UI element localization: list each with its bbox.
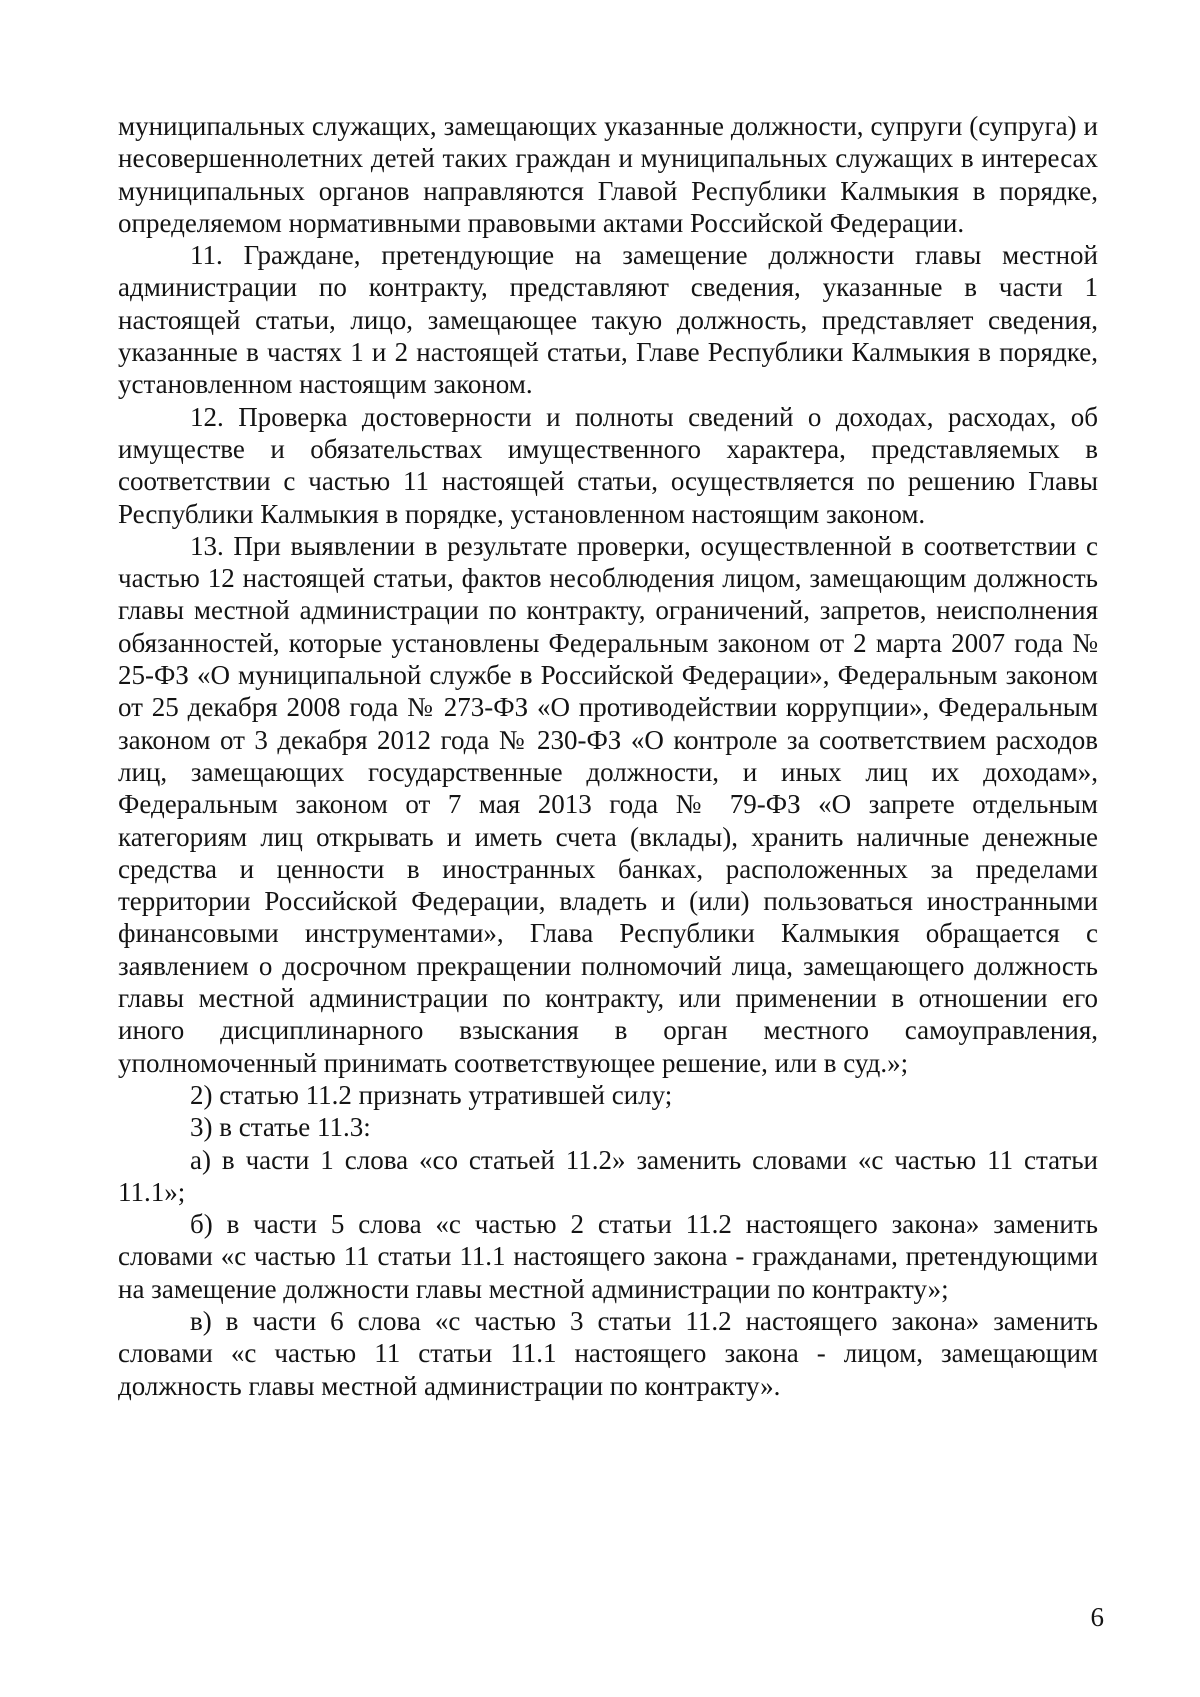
paragraph-part-11: 11. Граждане, претендующие на замещение должности главы местной администрации по контракту, представляют сведения, указанные в части 1 настоящей статьи, лицо, замещающее такую должность, представляет сведения, указанные в частях 1 и 2 настоящей статьи, Главе Республики Калмыкия в порядке, установленном настоящим законом. [118, 240, 1098, 400]
paragraph-part-13: 13. При выявлении в результате проверки, осуществленной в соответствии с частью 12 настоящей статьи, фактов несоблюдения лицом, замещающим должность главы местной администрации по контракту, ограничений, запретов, неисполнения обязанностей, которые установлены Федеральным законом от 2 марта 2007 года № 25-ФЗ «О муниципальной службе в Российской Федерации», Федеральным законом от 25 декабря 2008 года № 273-ФЗ «О противодействии коррупции», Федеральным законом от 3 декабря 2012 года № 230-ФЗ «О контроле за соответствием расходов лиц, замещающих государственные должности, и иных лиц их доходам», Федеральным законом от 7 мая 2013 года № 79-ФЗ «О запрете отдельным категориям лиц открывать и иметь счета (вклады), хранить наличные денежные средства и ценности в иностранных банках, расположенных за пределами территории Российской Федерации, владеть и (или) пользоваться иностранными финансовыми инструментами», Глава Республики Калмыкия обращается с заявлением о досрочном прекращении полномочий лица, замещающего должность главы местной администрации по контракту, или применении в отношении его иного дисциплинарного взыскания в орган местного самоуправления, уполномоченный принимать соответствующее решение, или в суд.»; [118, 530, 1098, 1078]
paragraph-item-3: 3) в статье 11.3: [190, 1112, 371, 1143]
paragraph-item-3v: в) в части 6 слова «с частью 3 статьи 11.2 настоящего закона» заменить словами «с частью 11 статьи 11.1 настоящего закона - лицом, замещающим должность главы местной администрации по контракту». [118, 1305, 1098, 1401]
paragraph-continuation: муниципальных служащих, замещающих указанные должности, супруги (супруга) и несовершеннолетних детей таких граждан и муниципальных служащих в интересах муниципальных органов направляются Главой Республики Калмыкия в порядке, определяемом нормативными правовыми актами Российской Федерации. [118, 111, 1098, 238]
paragraph-item-3a: а) в части 1 слова «со статьей 11.2» заменить словами «с частью 11 статьи 11.1»; [118, 1144, 1098, 1207]
paragraph-item-2: 2) статью 11.2 признать утратившей силу; [190, 1079, 673, 1110]
paragraph-item-3b: б) в части 5 слова «с частью 2 статьи 11.2 настоящего закона» заменить словами «с частью 11 статьи 11.1 настоящего закона - гражданами, претендующими на замещение должности главы местной администрации по контракту»; [118, 1209, 1098, 1304]
page-number: 6 [1090, 1602, 1104, 1632]
document-body [118, 110, 1098, 1402]
paragraph-part-12: 12. Проверка достоверности и полноты сведений о доходах, расходах, об имуществе и обязательствах имущественного характера, представляемых в соответствии с частью 11 настоящей статьи, осуществляется по решению Главы Республики Калмыкия в порядке, установленном настоящим законом. [118, 401, 1098, 529]
